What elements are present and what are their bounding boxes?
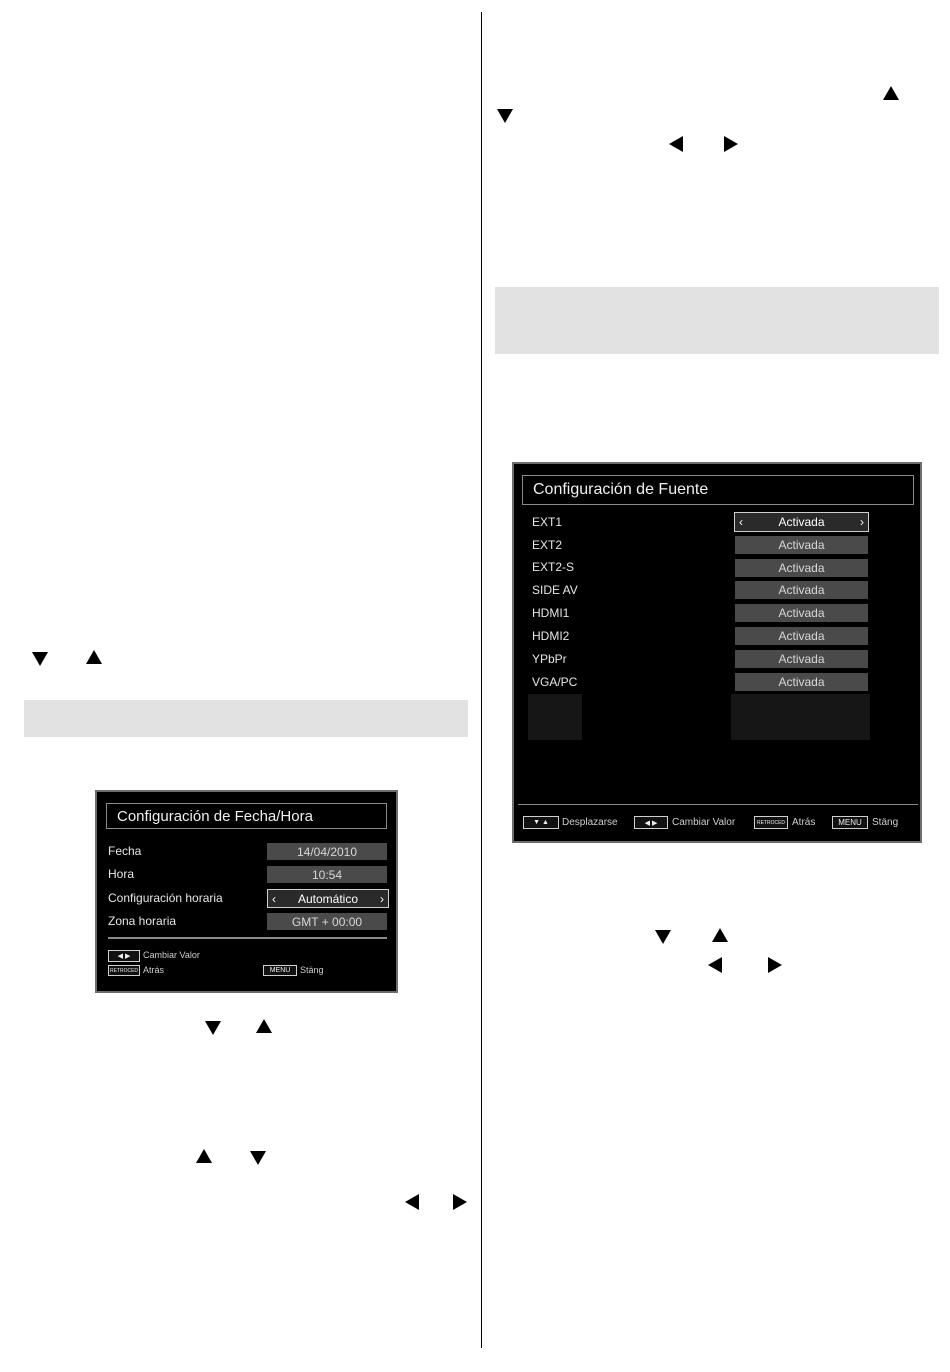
menu-key-icon: MENU xyxy=(263,965,297,976)
screen-title: Configuración de Fuente xyxy=(522,475,914,505)
row-value-hdmi1[interactable]: Activada xyxy=(735,604,868,622)
row-label-ext1: EXT1 xyxy=(532,515,563,529)
row-value-side-av[interactable]: Activada xyxy=(735,581,868,599)
arrow-left-icon xyxy=(405,1194,419,1210)
menu-key-icon: MENU xyxy=(832,816,868,829)
arrow-up-icon xyxy=(883,86,899,100)
empty-panel xyxy=(731,694,870,740)
row-value-ext2[interactable]: Activada xyxy=(735,536,868,554)
row-value-text: Automático xyxy=(297,891,359,906)
left-right-key-icon: ◀ ▶ xyxy=(634,816,668,829)
hint-change-value: Cambiar Valor xyxy=(672,817,736,828)
row-value-ypbpr[interactable]: Activada xyxy=(735,650,868,668)
arrow-left-icon xyxy=(708,957,722,973)
row-value-hora[interactable]: 10:54 xyxy=(267,866,387,883)
row-label-ypbpr: YPbPr xyxy=(532,652,567,666)
row-label-fecha: Fecha xyxy=(108,844,142,858)
footer-separator xyxy=(108,937,387,939)
row-value-configuracion-horaria[interactable] xyxy=(267,889,389,908)
row-value-vga-pc[interactable]: Activada xyxy=(735,673,868,691)
up-down-key-icon: ▼ ▲ xyxy=(523,816,559,829)
back-key-icon: RETROCED xyxy=(108,965,140,976)
section-heading-band xyxy=(495,287,939,354)
hint-change-value: Cambiar Valor xyxy=(143,950,200,960)
arrow-down-icon xyxy=(250,1151,266,1165)
chevron-right-icon: › xyxy=(380,891,384,906)
arrow-right-icon xyxy=(724,136,738,152)
arrow-down-icon xyxy=(655,930,671,944)
row-label-ext2: EXT2 xyxy=(532,538,563,552)
row-label-vga-pc: VGA/PC xyxy=(532,675,578,689)
row-value-zona-horaria[interactable]: GMT + 00:00 xyxy=(267,913,387,930)
arrow-up-icon xyxy=(86,650,102,664)
row-value-ext2-s[interactable]: Activada xyxy=(735,559,868,577)
chevron-right-icon: › xyxy=(860,515,864,529)
arrow-up-icon xyxy=(256,1019,272,1033)
back-key-icon: RETROCED xyxy=(754,816,788,829)
hint-scroll: Desplazarse xyxy=(562,817,618,828)
empty-panel xyxy=(528,694,582,740)
row-label-hdmi2: HDMI2 xyxy=(532,629,570,643)
row-value-ext1[interactable] xyxy=(734,512,869,532)
arrow-up-icon xyxy=(712,928,728,942)
arrow-down-icon xyxy=(32,652,48,666)
screen-title: Configuración de Fecha/Hora xyxy=(106,803,387,829)
hint-exit: Stäng xyxy=(300,965,324,975)
section-heading-band xyxy=(24,700,468,737)
row-value-text: Activada xyxy=(778,515,825,529)
row-label-configuracion-horaria: Configuración horaria xyxy=(108,891,223,905)
row-value-fecha[interactable]: 14/04/2010 xyxy=(267,843,387,860)
hint-exit: Stäng xyxy=(872,817,899,828)
hint-back: Atrás xyxy=(143,965,165,975)
arrow-right-icon xyxy=(453,1194,467,1210)
footer-separator xyxy=(518,804,918,805)
row-label-hdmi1: HDMI1 xyxy=(532,606,570,620)
row-label-ext2-s: EXT2-S xyxy=(532,560,575,574)
arrow-down-icon xyxy=(205,1021,221,1035)
chevron-left-icon: ‹ xyxy=(272,891,276,906)
hint-back: Atrás xyxy=(792,817,816,828)
row-value-hdmi2[interactable]: Activada xyxy=(735,627,868,645)
arrow-left-icon xyxy=(669,136,683,152)
arrow-down-icon xyxy=(497,109,513,123)
column-divider xyxy=(481,12,482,1348)
row-label-side-av: SIDE AV xyxy=(532,583,578,597)
fuente-screen xyxy=(512,462,922,843)
arrow-up-icon xyxy=(196,1149,212,1163)
row-label-hora: Hora xyxy=(108,867,135,881)
row-label-zona-horaria: Zona horaria xyxy=(108,914,177,928)
fecha-hora-screen xyxy=(95,790,398,993)
arrow-right-icon xyxy=(768,957,782,973)
left-right-key-icon: ◀ ▶ xyxy=(108,950,140,962)
chevron-left-icon: ‹ xyxy=(739,515,743,529)
